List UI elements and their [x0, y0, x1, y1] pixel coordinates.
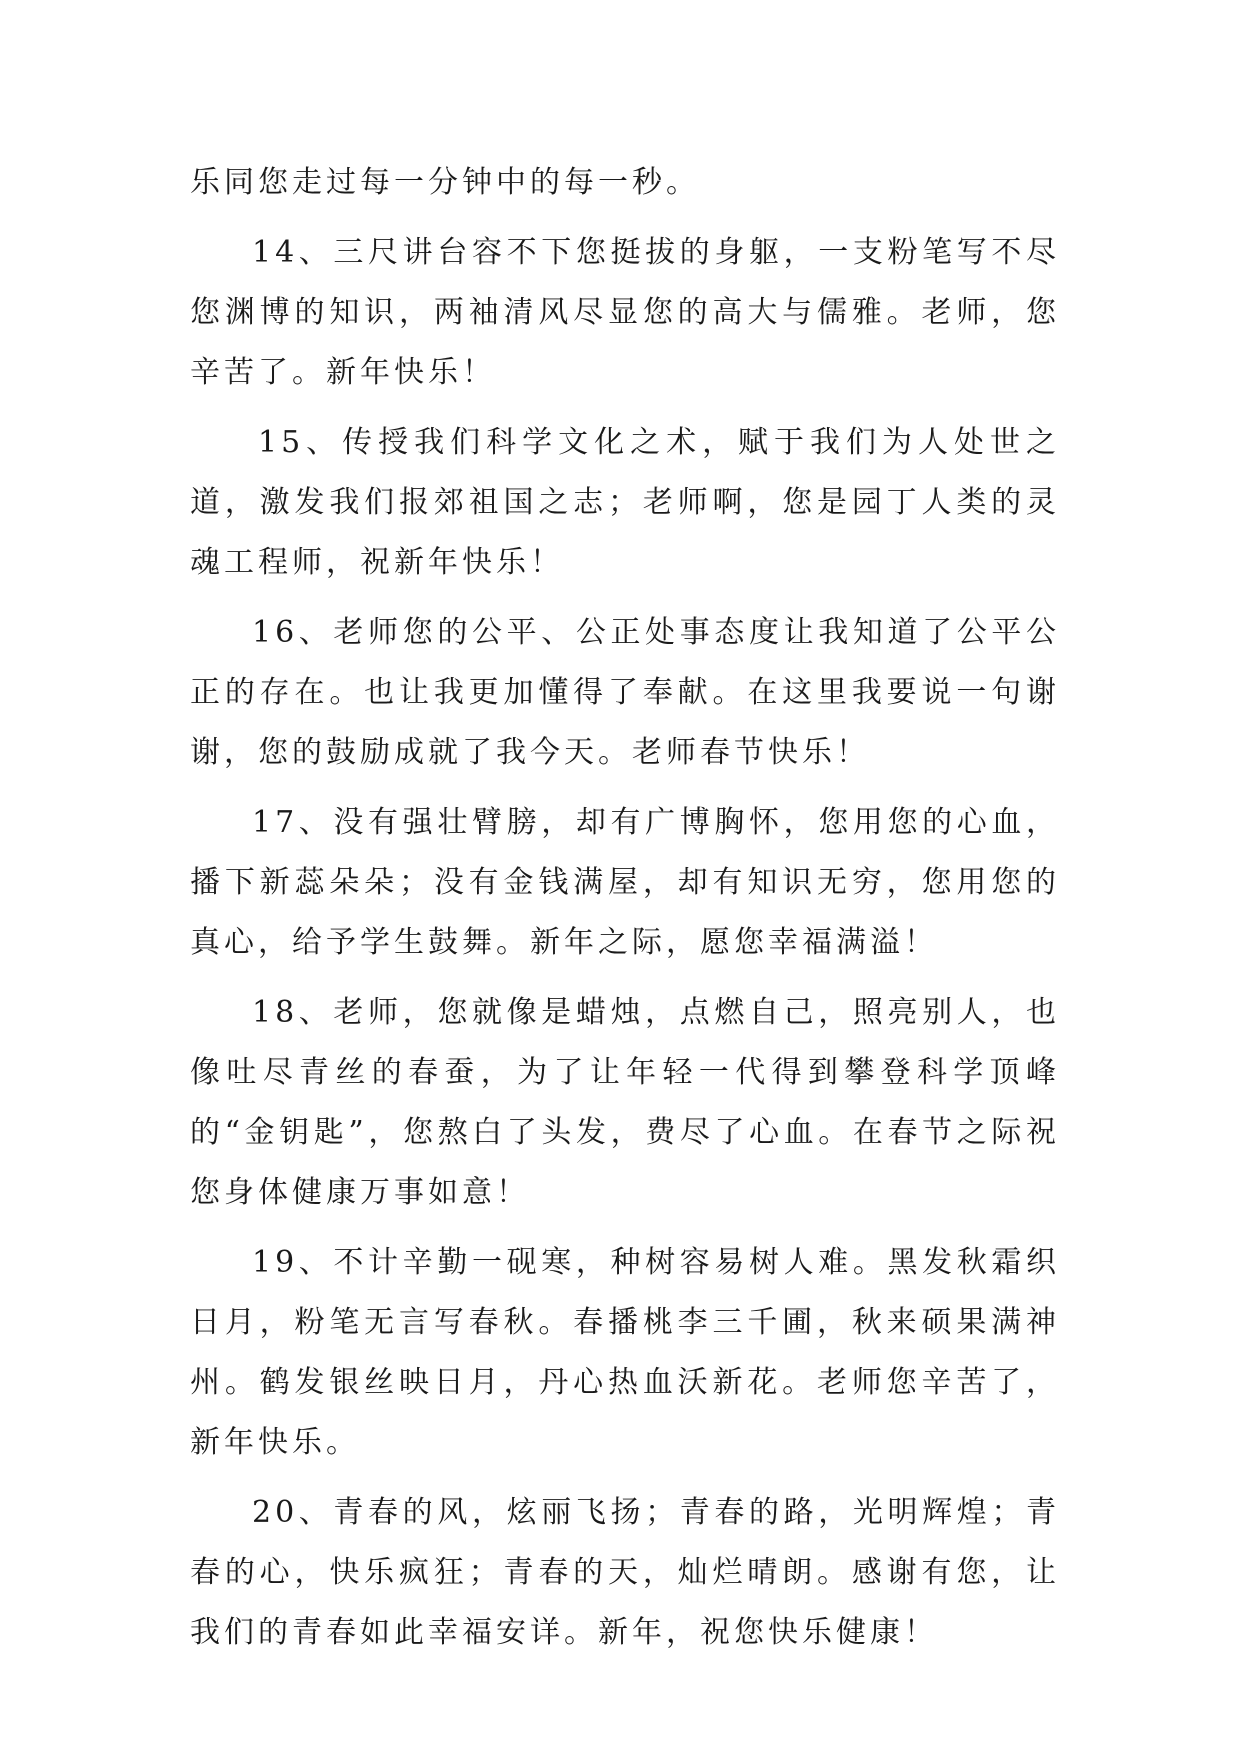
paragraph-item-19: 19、不计辛勤一砚寒，种树容易树人难。黑发秋霜织日月，粉笔无言写春秋。春播桃李三千圃，秋来硕果满神州。鹤发银丝映日月，丹心热血沃新花。老师您辛苦了，新年快乐。 — [190, 1245, 1060, 1460]
paragraph-continuation: 乐同您走过每一分钟中的每一秒。 — [190, 165, 700, 200]
paragraph-item-20: 20、青春的风，炫丽飞扬；青春的路，光明辉煌；青春的心，快乐疯狂；青春的天，灿烂晴朗。感谢有您，让我们的青春如此幸福安详。新年，祝您快乐健康！ — [190, 1495, 1060, 1650]
paragraph-item-18: 18、老师，您就像是蜡烛，点燃自己，照亮别人，也像吐尽青丝的春蚕，为了让年轻一代得到攀登科学顶峰的“金钥匙”，您熬白了头发，费尽了心血。在春节之际祝您身体健康万事如意！ — [190, 995, 1060, 1210]
paragraph-item-15: 15、传授我们科学文化之术，赋于我们为人处世之道，激发我们报郊祖国之志；老师啊，您是园丁人类的灵魂工程师，祝新年快乐！ — [190, 425, 1060, 580]
document-body — [190, 153, 1060, 1673]
paragraph-item-16: 16、老师您的公平、公正处事态度让我知道了公平公正的存在。也让我更加懂得了奉献。在这里我要说一句谢谢，您的鼓励成就了我今天。老师春节快乐！ — [190, 615, 1060, 770]
paragraph-item-14: 14、三尺讲台容不下您挺拔的身躯，一支粉笔写不尽您渊博的知识，两袖清风尽显您的高大与儒雅。老师，您辛苦了。新年快乐！ — [190, 235, 1060, 390]
paragraph-item-17: 17、没有强壮臂膀，却有广博胸怀，您用您的心血，播下新蕊朵朵；没有金钱满屋，却有知识无穷，您用您的真心，给予学生鼓舞。新年之际，愿您幸福满溢！ — [190, 805, 1060, 960]
